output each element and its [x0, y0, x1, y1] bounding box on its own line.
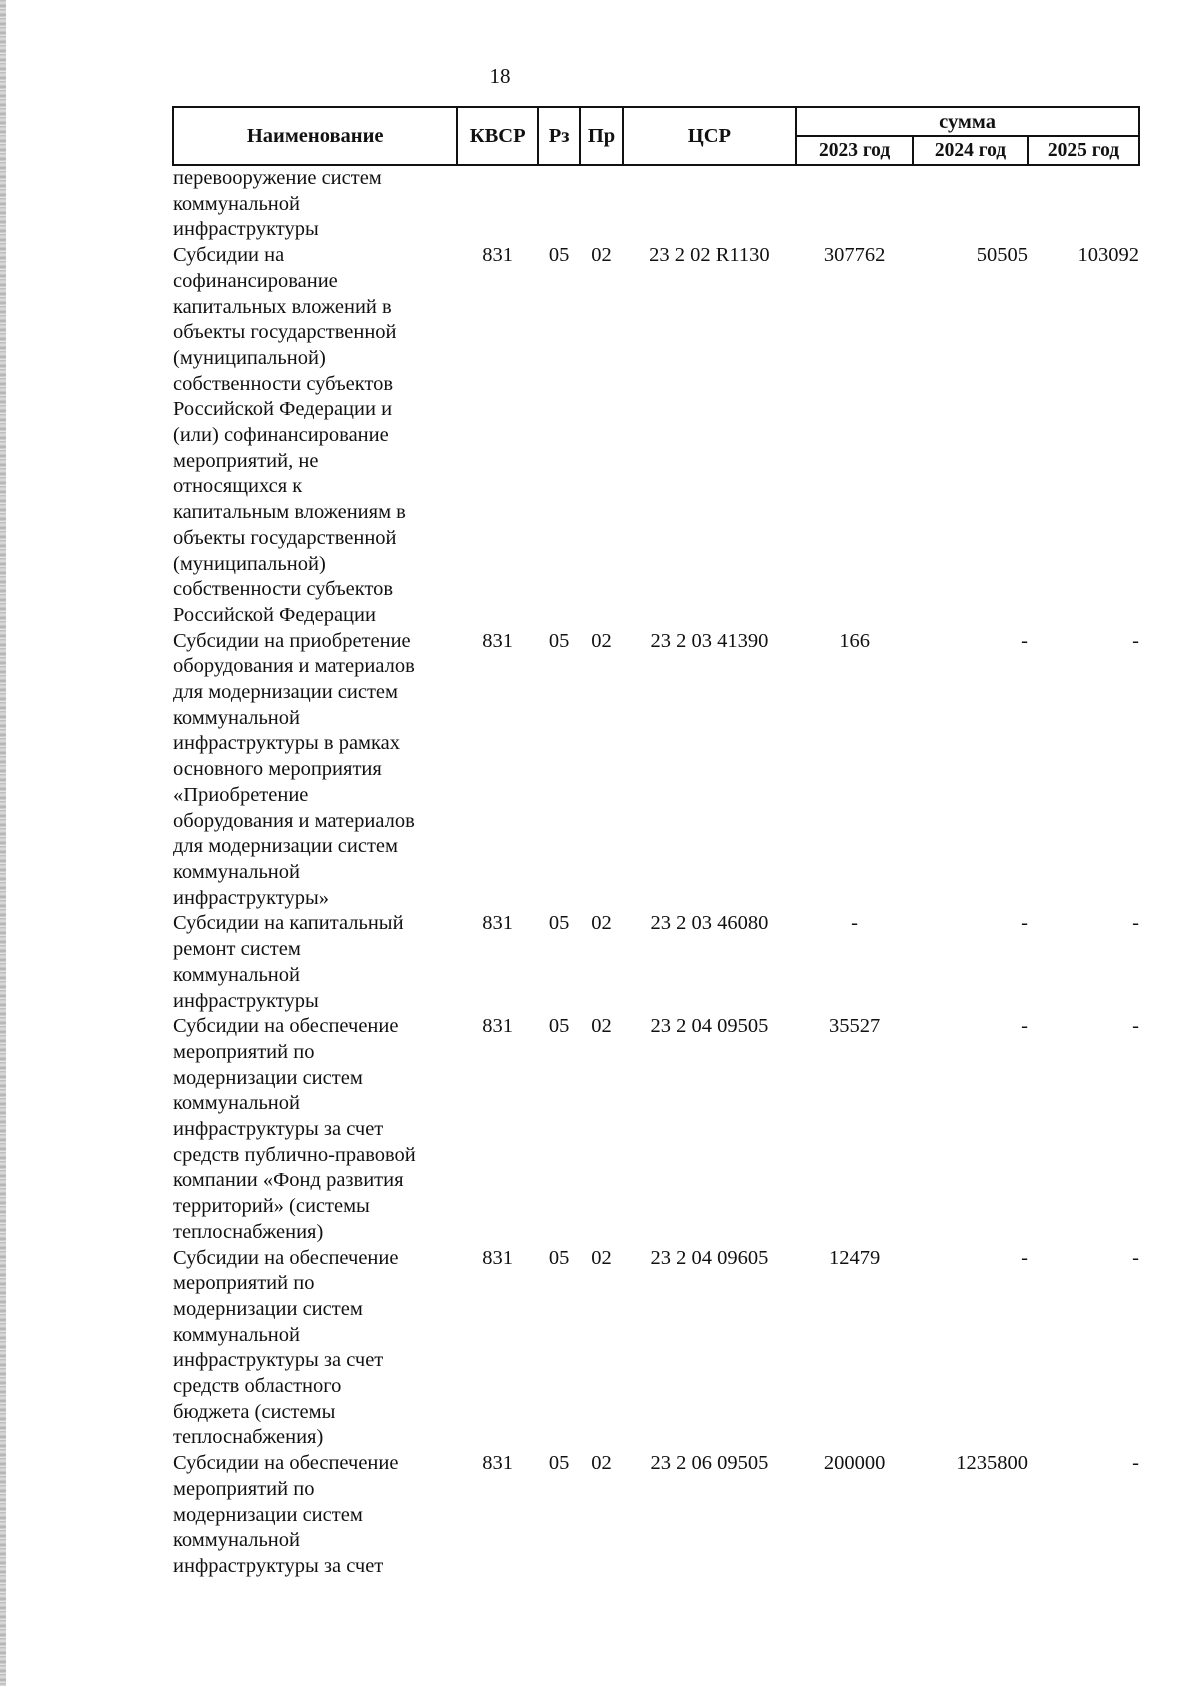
- row-amount-2023: 307762: [823, 244, 886, 267]
- row-pr: 02: [591, 912, 612, 935]
- row-pr: 02: [591, 244, 612, 267]
- table-body: [173, 165, 1139, 1580]
- row-rz: [538, 165, 580, 243]
- row-rz: 05: [548, 1452, 570, 1475]
- table-row: [173, 1451, 1139, 1580]
- header-year-2024: 2024 год: [913, 136, 1028, 165]
- table-row: [173, 1014, 1139, 1245]
- row-amount-2025: -: [1132, 912, 1139, 935]
- row-amount-2025: -: [1132, 1452, 1139, 1475]
- table-row: [173, 629, 1139, 912]
- row-amount-2024: -: [1021, 629, 1028, 652]
- row-name: Субсидии на обеспечение мероприятий по модернизации систем коммунальной инфраструктуры за счет средств публично-правовой компании «Фонд развития территорий» (системы теплоснабжения): [173, 1015, 416, 1243]
- row-amount-2025: -: [1132, 1246, 1139, 1269]
- row-kvsr: 831: [482, 1015, 514, 1038]
- row-kvsr: 831: [482, 629, 514, 652]
- budget-table: [172, 106, 1140, 1580]
- table-row: [173, 911, 1139, 1014]
- table-header: [173, 107, 1139, 165]
- row-amount-2024: -: [1021, 1246, 1028, 1269]
- row-amount-2025: -: [1132, 1015, 1139, 1038]
- row-amount-2024: -: [1021, 1015, 1028, 1038]
- header-rz: Рз: [538, 107, 580, 165]
- row-pr: [580, 165, 622, 243]
- table-row: [173, 165, 1139, 243]
- row-amount-2023: 12479: [828, 1246, 881, 1269]
- row-kvsr: 831: [482, 912, 514, 935]
- row-csr: 23 2 04 09605: [650, 1246, 769, 1269]
- row-amount-2025: -: [1132, 629, 1139, 652]
- row-rz: 05: [548, 244, 570, 267]
- row-name: Субсидии на обеспечение мероприятий по модернизации систем коммунальной инфраструктуры за счет средств областного бюджета (системы теплоснабжения): [173, 1246, 399, 1449]
- row-name: Субсидии на софинансирование капитальных вложений в объекты государственной (муниципальной) собственности субъектов Российской Федерации и (или) софинансирование мероприятий, не относящихся к капитальным вложениям в объекты государственной (муниципальной) собственности субъектов Российской Федерации: [173, 244, 406, 626]
- header-csr: ЦСР: [623, 107, 796, 165]
- row-name: Субсидии на приобретение оборудования и материалов для модернизации систем коммунальной инфраструктуры в рамках основного мероприятия «Приобретение оборудования и материалов для модернизации систем коммунальной инфраструктуры»: [173, 629, 415, 909]
- row-csr: 23 2 03 46080: [650, 912, 769, 935]
- row-name: Субсидии на капитальный ремонт систем коммунальной инфраструктуры: [173, 912, 404, 1012]
- row-csr: 23 2 03 41390: [650, 629, 769, 652]
- row-kvsr: 831: [482, 244, 514, 267]
- page-number: 18: [489, 64, 511, 88]
- row-amount-2023: [796, 165, 913, 243]
- row-name: перевооружение систем коммунальной инфраструктуры: [173, 167, 382, 241]
- header-name: Наименование: [173, 107, 457, 165]
- row-amount-2024: [913, 165, 1028, 243]
- row-rz: 05: [548, 912, 570, 935]
- header-year-2025: 2025 год: [1028, 136, 1139, 165]
- row-rz: 05: [548, 629, 570, 652]
- header-year-2023: 2023 год: [796, 136, 913, 165]
- row-csr: 23 2 06 09505: [650, 1452, 769, 1475]
- row-rz: 05: [548, 1246, 570, 1269]
- row-amount-2025: [1028, 165, 1139, 243]
- row-amount-2024: 1235800: [956, 1452, 1028, 1475]
- row-csr: [623, 165, 796, 243]
- row-kvsr: [457, 165, 538, 243]
- row-amount-2023: 200000: [823, 1452, 886, 1475]
- row-amount-2023: -: [851, 912, 858, 935]
- scan-edge: [0, 0, 6, 1686]
- row-pr: 02: [591, 1015, 612, 1038]
- table-row: [173, 243, 1139, 629]
- table-row: [173, 1246, 1139, 1452]
- row-pr: 02: [591, 629, 612, 652]
- header-sum: сумма: [796, 107, 1139, 136]
- row-pr: 02: [591, 1246, 612, 1269]
- row-rz: 05: [548, 1015, 570, 1038]
- row-amount-2025: 103092: [1077, 244, 1139, 267]
- row-kvsr: 831: [482, 1452, 514, 1475]
- row-amount-2023: 166: [839, 629, 870, 652]
- row-pr: 02: [591, 1452, 612, 1475]
- row-kvsr: 831: [482, 1246, 514, 1269]
- row-amount-2023: 35527: [828, 1015, 881, 1038]
- row-name: Субсидии на обеспечение мероприятий по модернизации систем коммунальной инфраструктуры за счет: [173, 1452, 399, 1577]
- header-kvsr: КВСР: [457, 107, 538, 165]
- row-csr: 23 2 02 R1130: [649, 244, 770, 267]
- header-pr: Пр: [580, 107, 622, 165]
- row-csr: 23 2 04 09505: [650, 1015, 769, 1038]
- row-amount-2024: -: [1021, 912, 1028, 935]
- row-amount-2024: 50505: [976, 244, 1028, 267]
